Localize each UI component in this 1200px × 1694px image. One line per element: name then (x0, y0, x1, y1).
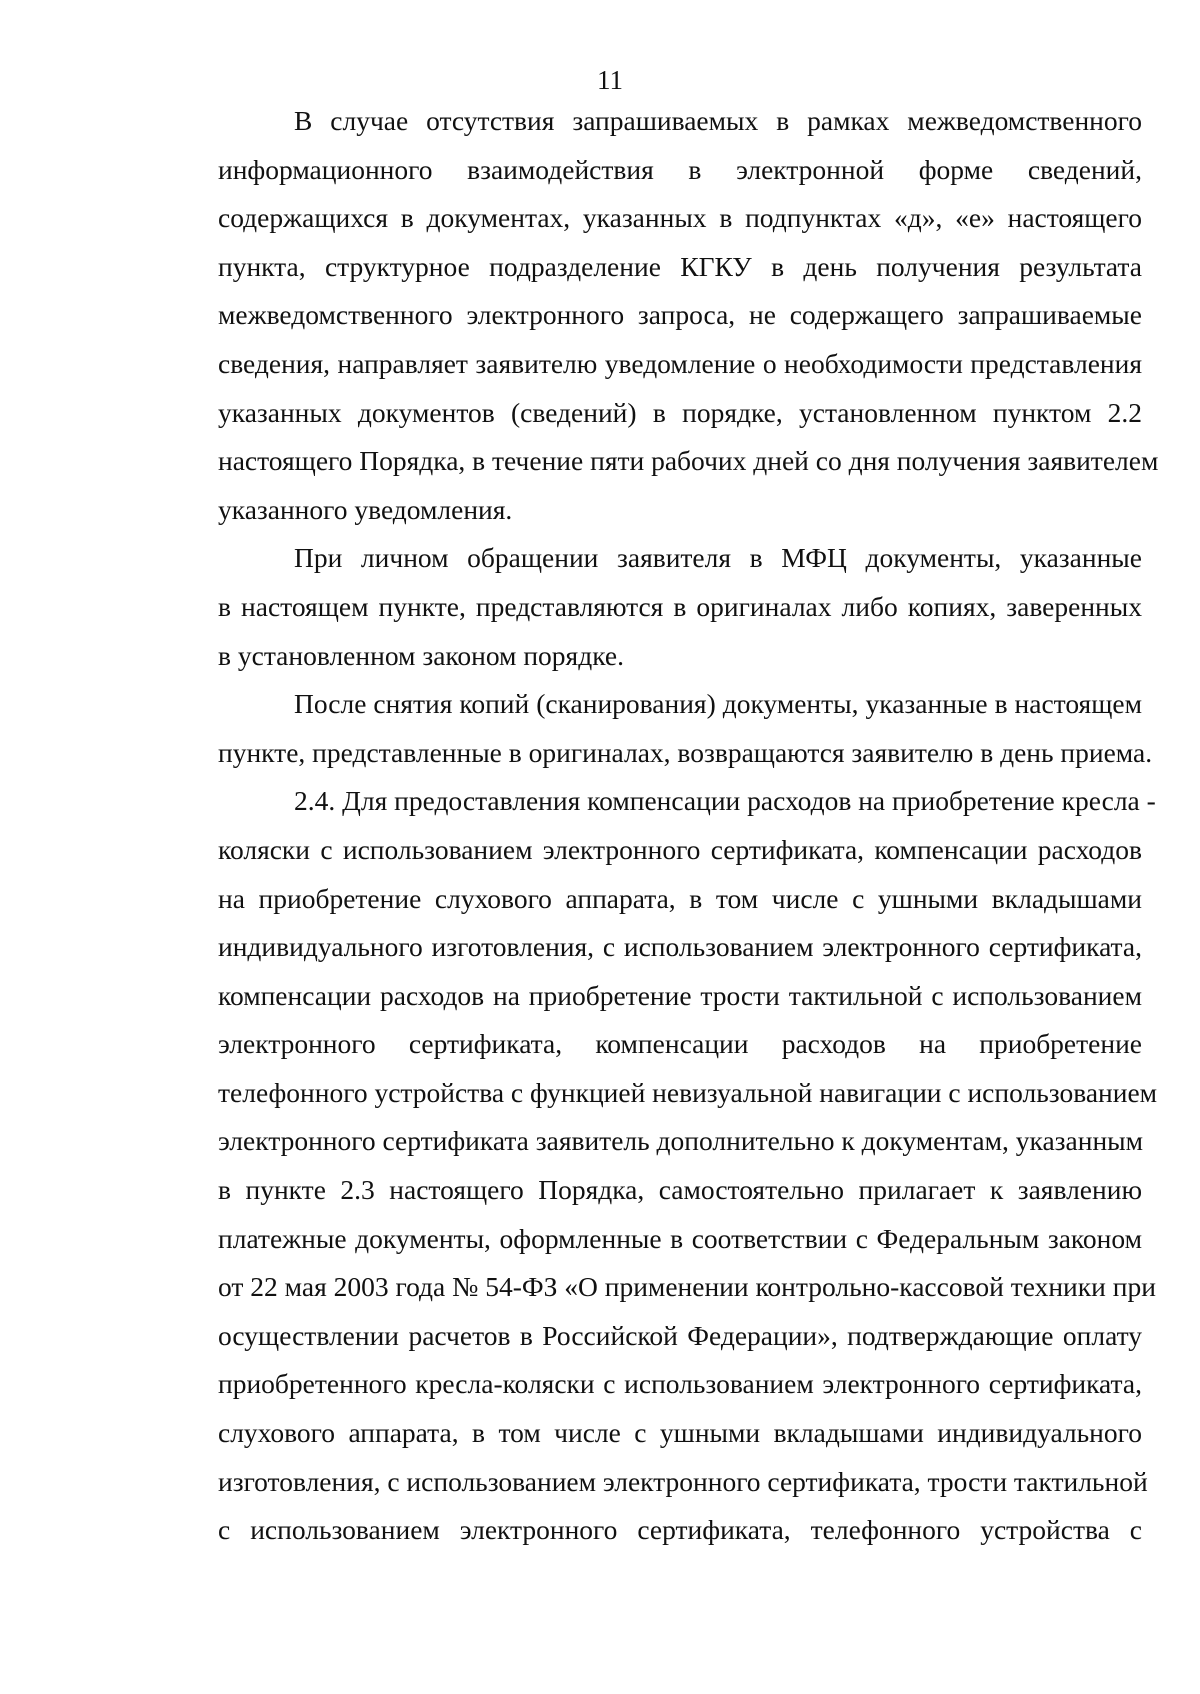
text-line: указанных документов (сведений) в порядке, установленном пунктом 2.2 (218, 396, 1142, 428)
text-line: содержащихся в документах, указанных в подпунктах «д», «е» настоящего (218, 202, 1142, 234)
text-line: в пункте 2.3 настоящего Порядка, самостоятельно прилагает к заявлению (218, 1174, 1142, 1206)
text-line: пункте, представленные в оригиналах, возвращаются заявителю в день приема. (218, 736, 1153, 768)
text-line: индивидуального изготовления, с использованием электронного сертификата, (218, 931, 1142, 963)
text-line: информационного взаимодействия в электронной форме сведений, (218, 153, 1142, 185)
text-line: сведения, направляет заявителю уведомление о необходимости представления (218, 347, 1142, 379)
text-line: компенсации расходов на приобретение трости тактильной с использованием (218, 979, 1142, 1011)
text-line: В случае отсутствия запрашиваемых в рамках межведомственного (294, 105, 1142, 136)
document-body (142, 97, 1159, 1555)
text-line: с использованием электронного сертификата, телефонного устройства с (218, 1514, 1142, 1546)
text-line: При личном обращении заявителя в МФЦ документы, указанные (294, 542, 1142, 574)
paragraph-intermediate-request (142, 97, 1159, 534)
text-line: приобретенного кресла-коляски с использованием электронного сертификата, (218, 1368, 1142, 1400)
text-line: в настоящем пункте, представляются в оригиналах либо копиях, заверенных (218, 590, 1142, 622)
paragraph-clause-2-4 (142, 777, 1158, 1555)
text-line: 2.4. Для предоставления компенсации расходов на приобретение кресла - (294, 785, 1156, 817)
text-line: слухового аппарата, в том числе с ушными вкладышами индивидуального (218, 1417, 1142, 1449)
text-line: настоящего Порядка, в течение пяти рабочих дней со дня получения заявителем (218, 445, 1159, 477)
text-line: электронного сертификата заявитель дополнительно к документам, указанным (218, 1125, 1144, 1157)
text-line: осуществлении расчетов в Российской Федерации», подтверждающие оплату (218, 1319, 1142, 1351)
paragraph-copies-return (142, 680, 1153, 777)
text-line: на приобретение слухового аппарата, в том числе с ушными вкладышами (218, 882, 1142, 914)
text-line: изготовления, с использованием электронного сертификата, трости тактильной (218, 1465, 1148, 1497)
page-number: 11 (597, 65, 623, 95)
text-line: электронного сертификата, компенсации расходов на приобретение (218, 1028, 1142, 1060)
text-line: указанного уведомления. (218, 493, 513, 525)
text-line: в установленном законом порядке. (218, 639, 624, 671)
text-line: платежные документы, оформленные в соответствии с Федеральным законом (218, 1222, 1142, 1254)
text-line: телефонного устройства с функцией невизуальной навигации с использованием (218, 1076, 1158, 1108)
text-line: пункта, структурное подразделение КГКУ в день получения результата (218, 250, 1142, 282)
text-line: После снятия копий (сканирования) документы, указанные в настоящем (294, 688, 1142, 720)
text-line: межведомственного электронного запроса, не содержащего запрашиваемые (218, 299, 1142, 331)
text-line: от 22 мая 2003 года № 54-ФЗ «О применении контрольно-кассовой техники при (218, 1271, 1156, 1303)
paragraph-personal-visit (142, 534, 1142, 680)
text-line: коляски с использованием электронного сертификата, компенсации расходов (218, 833, 1142, 865)
